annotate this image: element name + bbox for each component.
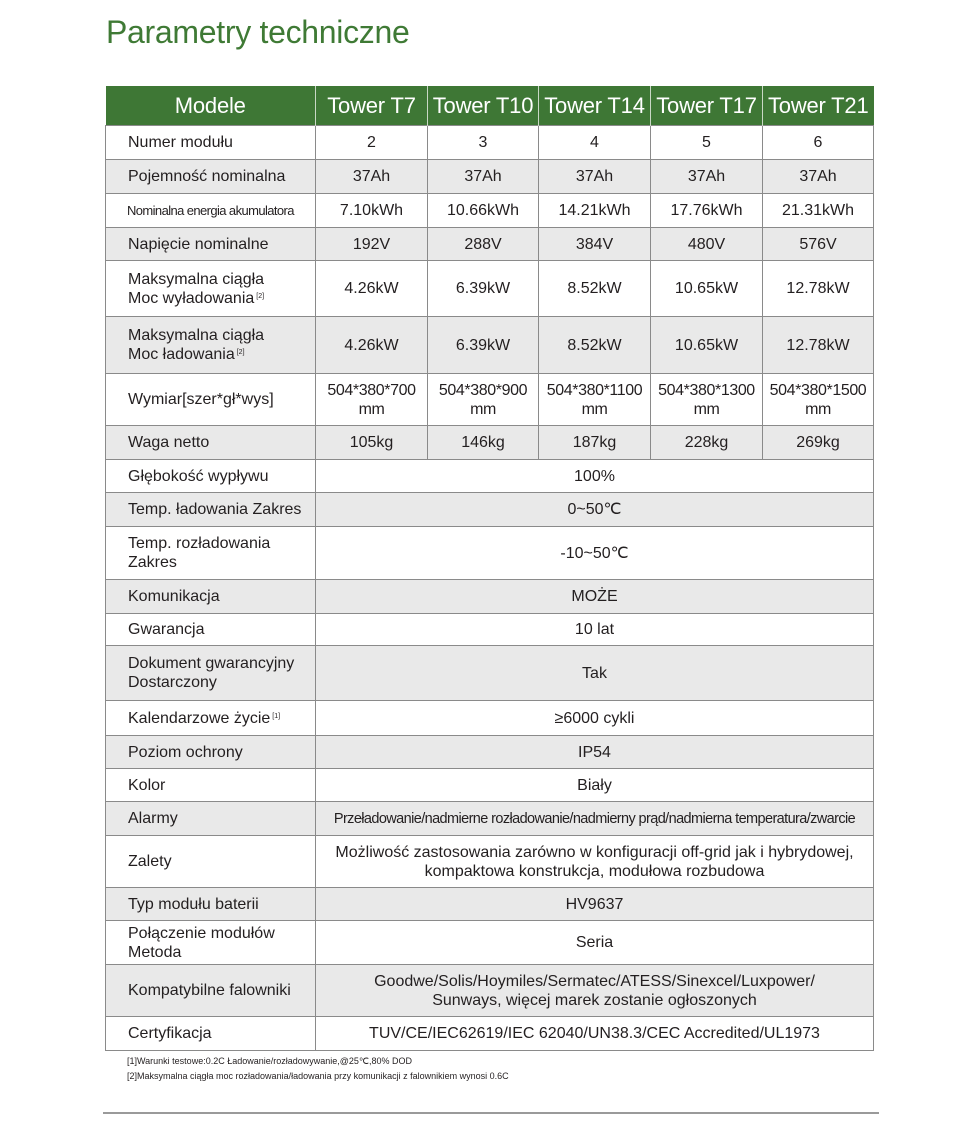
cell: 0~50℃ — [316, 493, 874, 527]
row-label: Połączenie modułów Metoda — [106, 921, 316, 965]
row-label: Maksymalna ciągła Moc ładowania [2] — [106, 317, 316, 374]
table-row — [106, 160, 874, 194]
cell: 6 — [763, 126, 874, 160]
row-label: Waga netto — [106, 426, 316, 460]
row-label: Temp. ładowania Zakres — [106, 493, 316, 527]
cell: 37Ah — [316, 160, 428, 194]
row-label: Alarmy — [106, 802, 316, 836]
cell: 37Ah — [539, 160, 651, 194]
bottom-divider — [103, 1112, 879, 1114]
row-label: Maksymalna ciągła Moc wyładowania [2] — [106, 261, 316, 317]
cell: 576V — [763, 228, 874, 261]
row-label: Typ modułu baterii — [106, 888, 316, 921]
cell: 187kg — [539, 426, 651, 460]
cell: 5 — [651, 126, 763, 160]
table-row — [106, 646, 874, 701]
cell: 37Ah — [428, 160, 539, 194]
cell: 37Ah — [763, 160, 874, 194]
cell: 504*380*1300 mm — [651, 374, 763, 426]
header-models: Modele — [106, 86, 316, 126]
cell: 269kg — [763, 426, 874, 460]
row-label: Numer modułu — [106, 126, 316, 160]
cell: 37Ah — [651, 160, 763, 194]
cell: 4 — [539, 126, 651, 160]
cell: Biały — [316, 769, 874, 802]
cell: 6.39kW — [428, 317, 539, 374]
cell: 10.65kW — [651, 317, 763, 374]
spec-table — [105, 86, 874, 1051]
header-t7: Tower T7 — [316, 86, 428, 126]
header-t21: Tower T21 — [763, 86, 874, 126]
cell: Możliwość zastosowania zarówno w konfiguracji off-grid jak i hybrydowej, kompaktowa konstrukcja, modułowa rozbudowa — [316, 836, 874, 888]
cell: Seria — [316, 921, 874, 965]
cell: IP54 — [316, 736, 874, 769]
table-row — [106, 317, 874, 374]
footnote-ref: [1] — [272, 712, 281, 720]
footnote-ref: [2] — [236, 349, 245, 356]
table-row — [106, 527, 874, 580]
table-row — [106, 701, 874, 736]
row-label: Zalety — [106, 836, 316, 888]
cell: 2 — [316, 126, 428, 160]
page-title: Parametry techniczne — [106, 14, 410, 50]
cell: 8.52kW — [539, 261, 651, 317]
cell: 100% — [316, 460, 874, 493]
cell: 10.66kWh — [428, 194, 539, 228]
cell: Tak — [316, 646, 874, 701]
row-label: Komunikacja — [106, 580, 316, 614]
cell: 12.78kW — [763, 261, 874, 317]
cell: 8.52kW — [539, 317, 651, 374]
table-row — [106, 614, 874, 646]
cell: Przeładowanie/nadmierne rozładowanie/nadmierny prąd/nadmierna temperatura/zwarcie — [316, 802, 874, 836]
table-row — [106, 921, 874, 965]
cell: 7.10kWh — [316, 194, 428, 228]
table-row — [106, 194, 874, 228]
cell: 192V — [316, 228, 428, 261]
cell: 480V — [651, 228, 763, 261]
table-row — [106, 802, 874, 836]
table-row — [106, 836, 874, 888]
footnote-ref: [2] — [256, 292, 265, 300]
cell: -10~50℃ — [316, 527, 874, 580]
cell: 504*380*1500 mm — [763, 374, 874, 426]
cell: 288V — [428, 228, 539, 261]
table-row — [106, 228, 874, 261]
row-label: Głębokość wypływu — [106, 460, 316, 493]
row-label: Napięcie nominalne — [106, 228, 316, 261]
table-row — [106, 426, 874, 460]
cell: ≥6000 cykli — [316, 701, 874, 736]
cell: TUV/CE/IEC62619/IEC 62040/UN38.3/CEC Accredited/UL1973 — [316, 1017, 874, 1051]
footnotes — [127, 1054, 509, 1084]
header-t10: Tower T10 — [428, 86, 539, 126]
row-label: Wymiar[szer*gł*wys] — [106, 374, 316, 426]
table-row — [106, 736, 874, 769]
cell: 12.78kW — [763, 317, 874, 374]
cell: 504*380*700 mm — [316, 374, 428, 426]
cell: 504*380*900 mm — [428, 374, 539, 426]
cell: 14.21kWh — [539, 194, 651, 228]
cell: 3 — [428, 126, 539, 160]
table-row — [106, 460, 874, 493]
cell: 4.26kW — [316, 261, 428, 317]
header-t17: Tower T17 — [651, 86, 763, 126]
row-label: Dokument gwarancyjny Dostarczony — [106, 646, 316, 701]
table-row — [106, 965, 874, 1017]
cell: 10.65kW — [651, 261, 763, 317]
cell: 10 lat — [316, 614, 874, 646]
row-label: Temp. rozładowania Zakres — [106, 527, 316, 580]
cell: 504*380*1100 mm — [539, 374, 651, 426]
cell: HV9637 — [316, 888, 874, 921]
row-label: Kalendarzowe życie [1] — [106, 701, 316, 736]
table-row — [106, 580, 874, 614]
cell: MOŻE — [316, 580, 874, 614]
row-label: Gwarancja — [106, 614, 316, 646]
table-header-row — [106, 86, 874, 126]
header-t14: Tower T14 — [539, 86, 651, 126]
cell: 105kg — [316, 426, 428, 460]
table-row — [106, 888, 874, 921]
cell: 21.31kWh — [763, 194, 874, 228]
row-label: Kolor — [106, 769, 316, 802]
cell: 6.39kW — [428, 261, 539, 317]
table-row — [106, 769, 874, 802]
row-label: Nominalna energia akumulatora — [127, 203, 294, 218]
cell: 17.76kWh — [651, 194, 763, 228]
cell: 146kg — [428, 426, 539, 460]
cell: 228kg — [651, 426, 763, 460]
table-row — [106, 493, 874, 527]
footnote-2: [2]Maksymalna ciągła moc rozładowania/ładowania przy komunikacji z falownikiem wynosi 0.6C — [127, 1071, 509, 1081]
table-row — [106, 374, 874, 426]
row-label: Poziom ochrony — [106, 736, 316, 769]
row-label: Kompatybilne falowniki — [106, 965, 316, 1017]
cell: Goodwe/Solis/Hoymiles/Sermatec/ATESS/Sinexcel/Luxpower/ Sunways, więcej marek zostanie ogłoszonych — [316, 965, 874, 1017]
row-label: Certyfikacja — [106, 1017, 316, 1051]
table-row — [106, 126, 874, 160]
footnote-1: [1]Warunki testowe:0.2C Ładowanie/rozładowywanie,@25℃,80% DOD — [127, 1056, 413, 1066]
cell: 384V — [539, 228, 651, 261]
cell: 4.26kW — [316, 317, 428, 374]
row-label: Pojemność nominalna — [106, 160, 316, 194]
table-row — [106, 1017, 874, 1051]
table-row — [106, 261, 874, 317]
